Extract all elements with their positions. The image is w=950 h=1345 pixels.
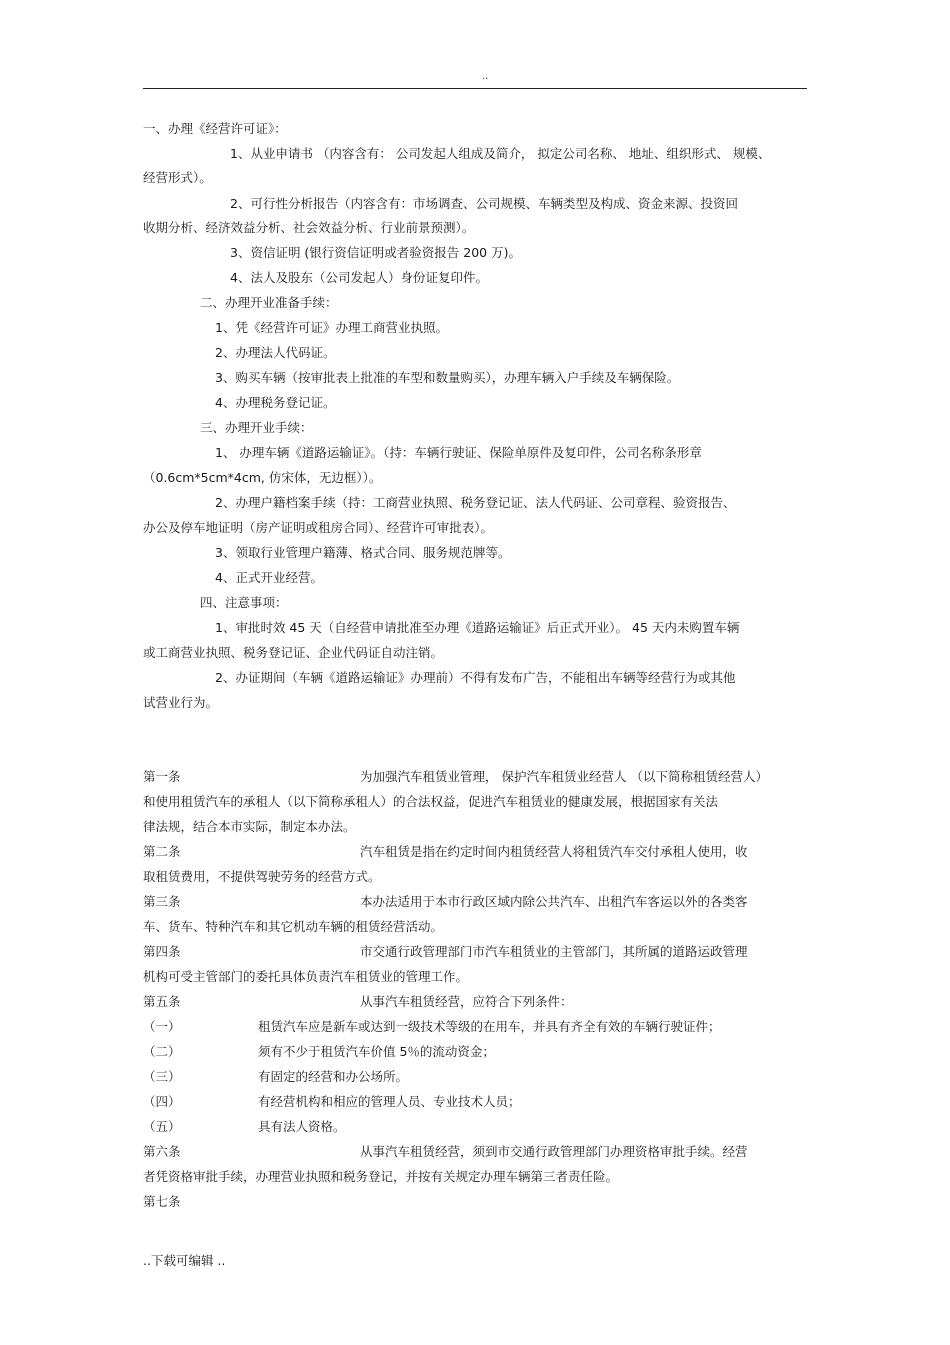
clause3-text: 有固定的经营和办公场所。 <box>258 1069 409 1084</box>
article2-line2: 取租赁费用，不提供驾驶劳务的经营方式。 <box>143 869 381 884</box>
clause4-label: （四） <box>143 1094 181 1109</box>
clause2-text: 须有不少于租赁汽车价值 5％的流动资金； <box>258 1044 495 1059</box>
article2-label: 第二条 <box>143 844 181 859</box>
article1-label: 第一条 <box>143 769 181 784</box>
section4-item2-line1: 2、办证期间（车辆《道路运输证》办理前）不得有发布广告，不能租出车辆等经营行为或其他 <box>215 670 736 685</box>
article1-line2: 和使用租赁汽车的承租人（以下简称承租人）的合法权益，促进汽车租赁业的健康发展，根据国家有关法 <box>143 794 719 809</box>
section1-item1-line2: 经营形式）。 <box>143 170 212 185</box>
article6-line2: 者凭资格审批手续，办理营业执照和税务登记，并按有关规定办理车辆第三者责任险。 <box>143 1169 619 1184</box>
section4-item1-line2: 或工商营业执照、税务登记证、企业代码证自动注销。 <box>143 645 444 660</box>
clause1-text: 租赁汽车应是新车或达到一级技术等级的在用车，并具有齐全有效的车辆行驶证件； <box>258 1019 721 1034</box>
footer-note: ..下载可编辑 .. <box>143 1253 226 1268</box>
clause4-text: 有经营机构和相应的管理人员、专业技术人员； <box>258 1094 521 1109</box>
article6-label: 第六条 <box>143 1144 181 1159</box>
article1-text: 为加强汽车租赁业管理， 保护汽车租赁业经营人 （以下简称租赁经营人） <box>360 769 768 784</box>
section3-item3: 3、领取行业管理户籍薄、格式合同、服务规范牌等。 <box>215 545 511 560</box>
article7-label: 第七条 <box>143 1194 181 1209</box>
clause5-text: 具有法人资格。 <box>258 1119 346 1134</box>
section4-item2-line2: 试营业行为。 <box>143 695 219 710</box>
clause1-label: （一） <box>143 1019 181 1034</box>
section3-item1-line1: 1、 办理车辆《道路运输证》。（持：车辆行驶证、保险单原件及复印件，公司名称条形章 <box>215 445 702 460</box>
header-mark: .. <box>482 71 489 82</box>
section1-item2-line2: 收期分析、经济效益分析、社会效益分析、行业前景预测）。 <box>143 220 475 235</box>
section3-title: 三、办理开业手续： <box>200 420 313 435</box>
article3-label: 第三条 <box>143 894 181 909</box>
section1-item1-line1: 1、从业申请书 （内容含有： 公司发起人组成及简介， 拟定公司名称、 地址、组织形式、 规模、 <box>230 146 771 161</box>
article5-label: 第五条 <box>143 994 181 1009</box>
section3-item2-line2: 办公及停车地证明（房产证明或租房合同）、经营许可审批表）。 <box>143 520 494 535</box>
section4-item1-line1: 1、审批时效 45 天（自经营申请批准至办理《道路运输证》后正式开业）。 45 天内未购置车辆 <box>215 620 740 635</box>
section2-item4: 4、办理税务登记证。 <box>215 395 336 410</box>
article5-text: 从事汽车租赁经营，应符合下列条件： <box>360 994 573 1009</box>
section2-item2: 2、办理法人代码证。 <box>215 345 336 360</box>
article1-line3: 律法规，结合本市实际，制定本办法。 <box>143 819 356 834</box>
section1-item3: 3、资信证明 (银行资信证明或者验资报告 200 万)。 <box>230 245 521 260</box>
section3-item1-line2: （0.6cm*5cm*4cm, 仿宋体，无边框））。 <box>143 470 382 485</box>
section1-item2-line1: 2、可行性分析报告（内容含有：市场调查、公司规模、车辆类型及构成、资金来源、投资回 <box>230 196 738 211</box>
clause2-label: （二） <box>143 1044 181 1059</box>
section1-item4: 4、法人及股东（公司发起人）身份证复印件。 <box>230 270 488 285</box>
section2-item3: 3、购买车辆（按审批表上批准的车型和数量购买），办理车辆入户手续及车辆保险。 <box>215 370 680 385</box>
section1-title: 一、办理《经营许可证》： <box>143 121 287 136</box>
article4-label: 第四条 <box>143 944 181 959</box>
article4-text: 市交通行政管理部门市汽车租赁业的主管部门，其所属的道路运政管理 <box>360 944 748 959</box>
section2-title: 二、办理开业准备手续： <box>200 295 338 310</box>
header-rule <box>143 88 807 89</box>
clause5-label: （五） <box>143 1119 181 1134</box>
section2-item1: 1、凭《经营许可证》办理工商营业执照。 <box>215 320 448 335</box>
section4-title: 四、注意事项： <box>200 595 288 610</box>
article6-text: 从事汽车租赁经营，须到市交通行政管理部门办理资格审批手续。经营 <box>360 1144 748 1159</box>
article4-line2: 机构可受主管部门的委托具体负责汽车租赁业的管理工作。 <box>143 969 469 984</box>
article3-text: 本办法适用于本市行政区域内除公共汽车、出租汽车客运以外的各类客 <box>360 894 748 909</box>
section3-item2-line1: 2、办理户籍档案手续（持：工商营业执照、税务登记证、法人代码证、公司章程、验资报告、 <box>215 495 736 510</box>
clause3-label: （三） <box>143 1069 181 1084</box>
section3-item4: 4、正式开业经营。 <box>215 570 323 585</box>
article3-line2: 车、货车、特种汽车和其它机动车辆的租赁经营活动。 <box>143 919 444 934</box>
article2-text: 汽车租赁是指在约定时间内租赁经营人将租赁汽车交付承租人使用，收 <box>360 844 748 859</box>
